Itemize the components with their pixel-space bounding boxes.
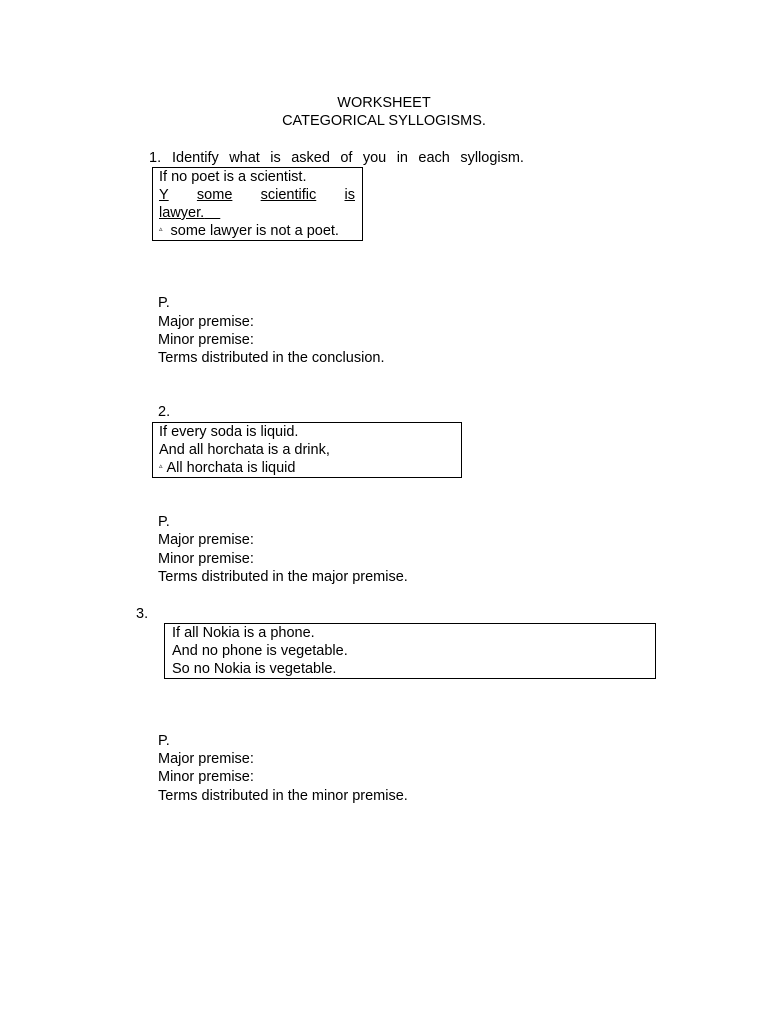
syllogism-1-box — [152, 167, 363, 241]
question-3-terms: Terms distributed in the minor premise. — [158, 788, 408, 804]
syllogism-3-line-1: If all Nokia is a phone. — [172, 625, 315, 641]
instruction-word: each — [418, 150, 450, 166]
syllogism-2-conclusion-line — [159, 459, 295, 477]
question-3-major: Major premise: — [158, 751, 254, 767]
question-1-major: Major premise: — [158, 314, 254, 330]
instruction-word: what — [229, 150, 260, 166]
worksheet-title: WORKSHEET — [337, 95, 431, 111]
syllogism-2-box — [152, 422, 462, 478]
syllogism-2-line-1: If every soda is liquid. — [159, 424, 299, 440]
syllogism-1-word: some — [196, 187, 233, 203]
syllogism-3-line-2: And no phone is vegetable. — [172, 643, 348, 659]
syllogism-1-conclusion-line — [159, 222, 339, 240]
syllogism-3-line-3: So no Nokia is vegetable. — [172, 661, 337, 677]
instruction-text — [172, 149, 524, 167]
instruction-word: asked — [291, 150, 330, 166]
syllogism-1-word: is — [344, 187, 355, 203]
syllogism-2-line-2: And all horchata is a drink, — [159, 442, 330, 458]
instruction-number: 1. — [149, 150, 162, 166]
question-3-p: P. — [158, 733, 170, 749]
instruction-word: is — [270, 150, 281, 166]
syllogism-1-line-2 — [159, 186, 355, 204]
syllogism-3-box — [164, 623, 656, 679]
item-2-number: 2. — [158, 404, 171, 420]
instruction-word: Identify — [172, 150, 219, 166]
worksheet-subtitle: CATEGORICAL SYLLOGISMS. — [282, 113, 486, 129]
question-1-p: P. — [158, 295, 170, 311]
question-3-minor: Minor premise: — [158, 769, 254, 785]
syllogism-1-word: scientific — [260, 187, 317, 203]
syllogism-2-conclusion: All horchata is liquid — [166, 460, 296, 476]
question-2-p: P. — [158, 514, 170, 530]
question-1-minor: Minor premise: — [158, 332, 254, 348]
instruction-word: syllogism. — [460, 150, 524, 166]
syllogism-1-line-1: If no poet is a scientist. — [159, 169, 307, 185]
question-1-terms: Terms distributed in the conclusion. — [158, 350, 385, 366]
instruction-word: of — [340, 150, 353, 166]
instruction-word: in — [396, 150, 408, 166]
syllogism-1-line-3-text: lawyer. — [159, 205, 205, 221]
therefore-icon: ▵ — [159, 226, 163, 234]
question-2-minor: Minor premise: — [158, 551, 254, 567]
item-3-number: 3. — [136, 606, 149, 622]
question-2-terms: Terms distributed in the major premise. — [158, 569, 408, 585]
therefore-icon: ▵ — [159, 463, 163, 471]
syllogism-1-word: Y — [159, 187, 169, 203]
syllogism-1-conclusion: some lawyer is not a poet. — [170, 223, 339, 239]
syllogism-1-line-3 — [159, 204, 220, 222]
question-2-major: Major premise: — [158, 532, 254, 548]
instruction-word: you — [362, 150, 387, 166]
